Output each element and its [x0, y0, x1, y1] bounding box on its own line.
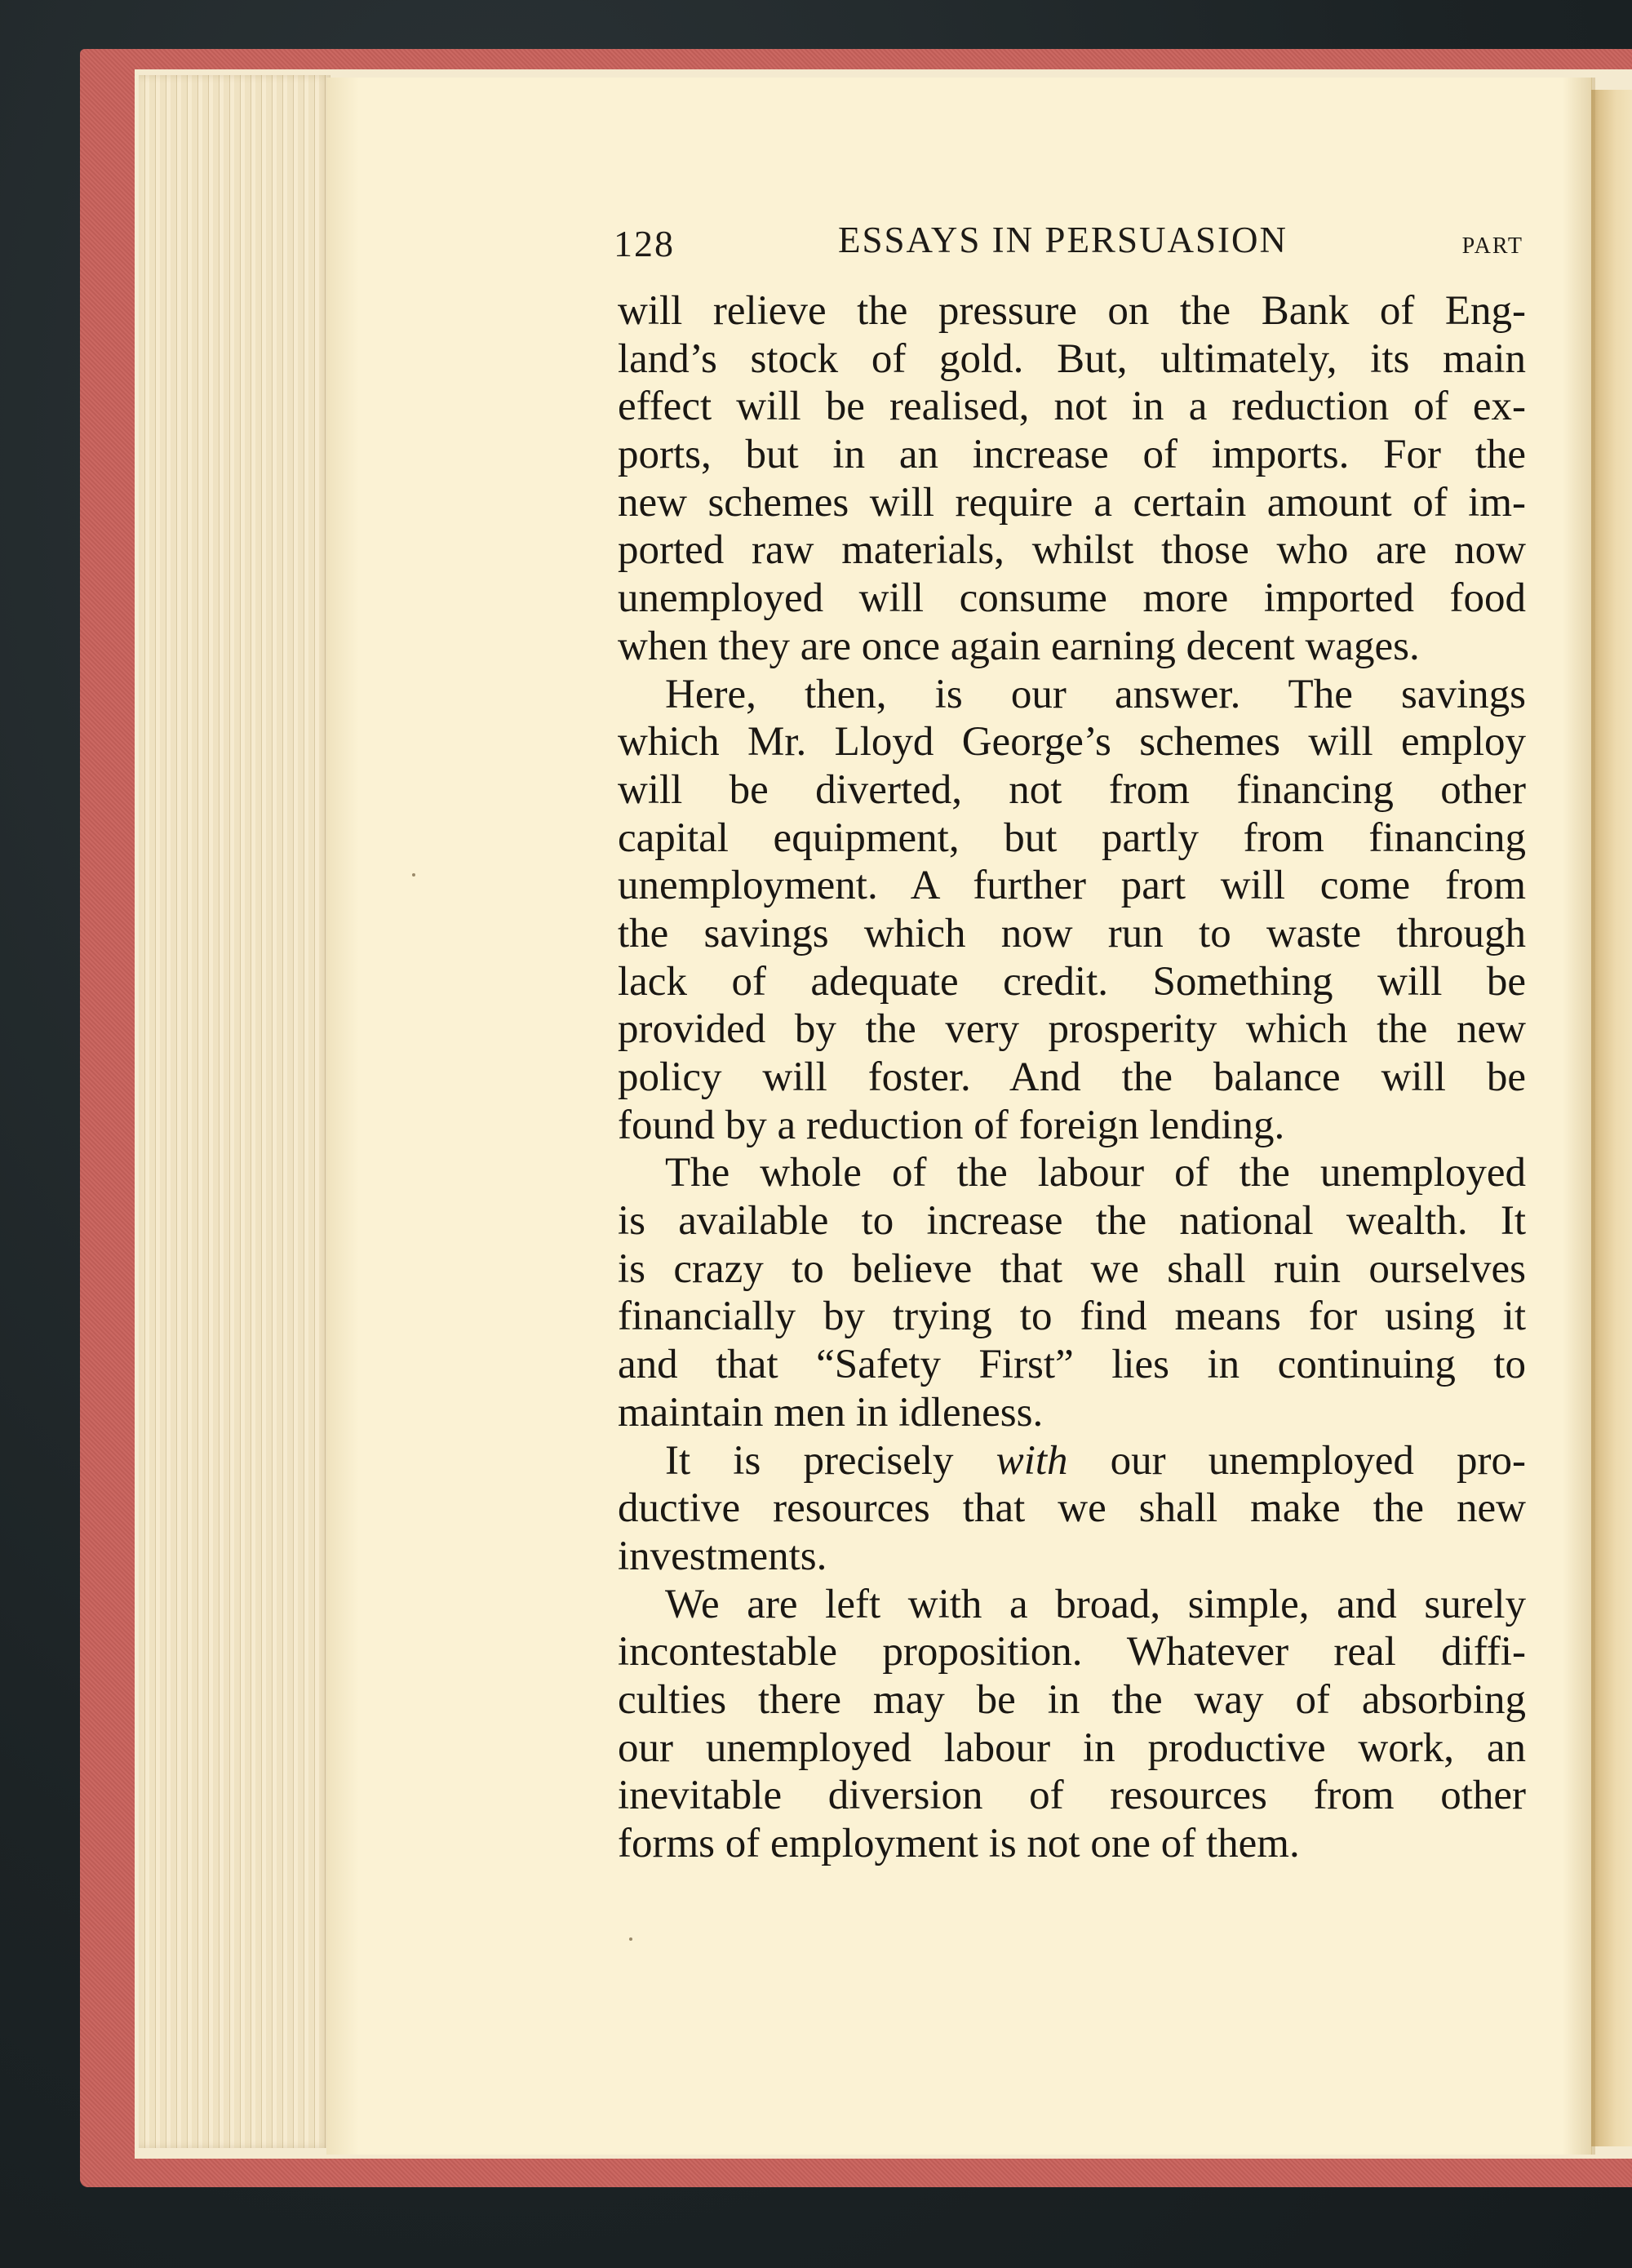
text-line: ports, but in an increase of imports. For the: [618, 432, 1526, 478]
part-label: PART: [1461, 233, 1523, 259]
text-line: will relieve the pressure on the Bank of Eng-: [618, 288, 1526, 334]
text-line: [618, 1437, 1526, 1485]
text-line: ductive resources that we shall make the new: [618, 1485, 1526, 1532]
body-text: [618, 287, 1526, 1868]
page-edges: [139, 75, 330, 2148]
text-line: lack of adequate credit. Something will be: [618, 958, 1526, 1005]
text-line: We are left with a broad, simple, and surely: [665, 1581, 1526, 1627]
text-line: new schemes will require a certain amount of im-: [618, 479, 1526, 526]
text-line: and that “Safety First” lies in continuing to: [618, 1342, 1526, 1388]
book-title: ESSAYS IN PERSUASION: [838, 220, 1288, 260]
text-line: unemployment. A further part will come from: [618, 863, 1526, 909]
paper-speck: [629, 1937, 632, 1941]
gutter-shadow: [1563, 78, 1595, 2155]
text-line: will be diverted, not from financing other: [618, 766, 1526, 813]
text-line: Here, then, is our answer. The savings: [665, 671, 1526, 717]
page-number: 128: [614, 223, 675, 264]
text-line: financially by trying to find means for using it: [618, 1294, 1526, 1340]
text-line: the savings which now run to waste through: [618, 910, 1526, 956]
text-line: capital equipment, but partly from financing: [618, 814, 1526, 861]
text-line: culties there may be in the way of absorbing: [618, 1676, 1526, 1723]
text-line: ported raw materials, whilst those who are now: [618, 527, 1526, 574]
text-line: which Mr. Lloyd George’s schemes will employ: [618, 719, 1526, 766]
text-line: maintain men in idleness.: [618, 1389, 1044, 1436]
text-line: our unemployed labour in productive work, an: [618, 1724, 1526, 1771]
text-fragment: our unemployed pro-: [1067, 1437, 1527, 1484]
italic-word: with: [996, 1437, 1068, 1484]
text-line: policy will foster. And the balance will be: [618, 1054, 1526, 1100]
text-line: inevitable diversion of resources from other: [618, 1773, 1526, 1819]
paper-speck: [412, 873, 415, 877]
text-line: land’s stock of gold. But, ultimately, its main: [618, 335, 1526, 382]
text-line: incontestable proposition. Whatever real diffi-: [618, 1629, 1526, 1675]
text-fragment: It is precisely: [665, 1437, 996, 1484]
text-line: unemployed will consume more imported food: [618, 575, 1526, 622]
text-line: forms of employment is not one of them.: [618, 1821, 1300, 1866]
text-line: is available to increase the national wealth. It: [618, 1198, 1526, 1245]
text-line: is crazy to believe that we shall ruin ourselves: [618, 1245, 1526, 1292]
text-line: when they are once again earning decent wages.: [618, 623, 1420, 669]
running-head: [614, 215, 1523, 273]
text-line: effect will be realised, not in a reduction of ex-: [618, 384, 1526, 430]
text-line: provided by the very prosperity which the new: [618, 1006, 1526, 1053]
text-line: The whole of the labour of the unemployed: [665, 1150, 1526, 1196]
facing-page-edge: [1591, 90, 1632, 2146]
text-line: found by a reduction of foreign lending.: [618, 1102, 1285, 1148]
text-line: investments.: [618, 1533, 827, 1579]
